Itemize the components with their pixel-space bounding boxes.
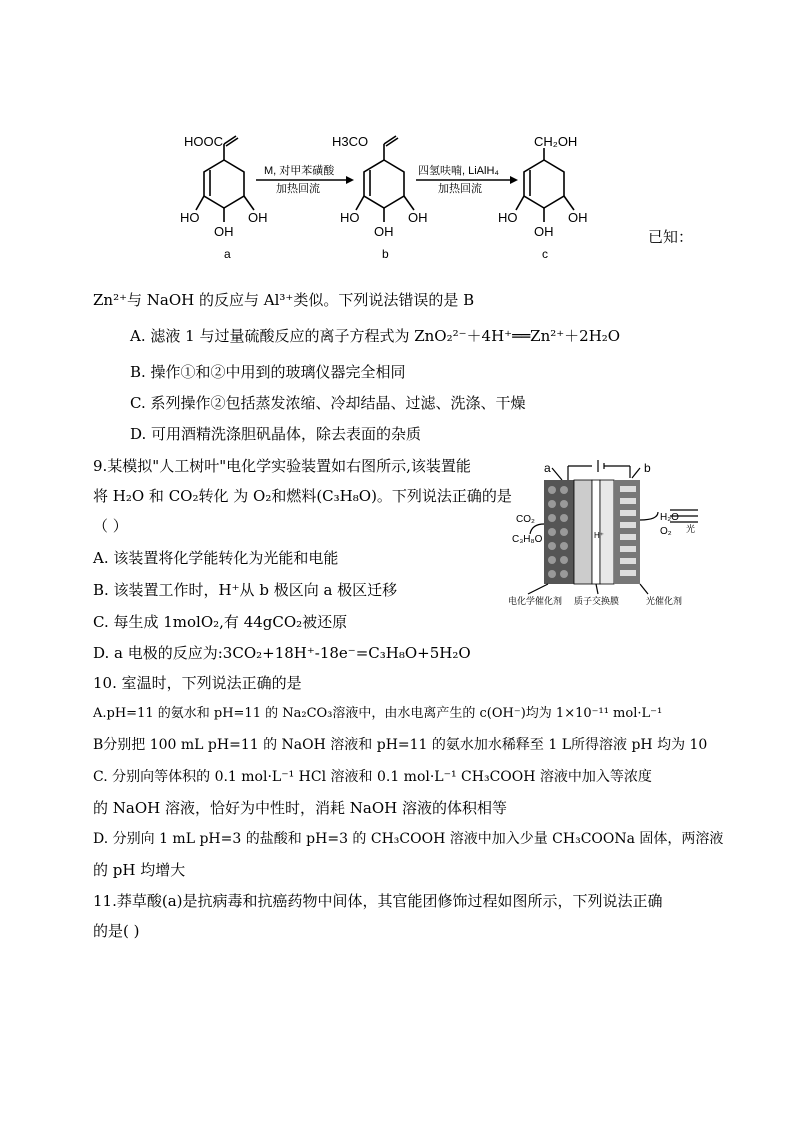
b-ester: H3CO (332, 134, 369, 149)
a-oh-bottom: OH (214, 224, 234, 239)
q9-option-b: B. 该装置工作时，H⁺从 b 极区向 a 极区迁移 (93, 581, 398, 599)
a-oh-right: OH (248, 210, 268, 225)
b-oh-bottom: OH (374, 224, 394, 239)
arrow1-bottom: 加热回流 (276, 183, 320, 195)
q10-option-d-1: D. 分别向 1 mL pH=3 的盐酸和 pH=3 的 CH₃COOH 溶液中加入少量 CH₃COONa 固体，两溶液 (93, 831, 724, 847)
q10-option-a: A.pH=11 的氨水和 pH=11 的 Na₂CO₃溶液中，由水电离产生的 c(OH⁻)均为 1×10⁻¹¹ mol·L⁻¹ (93, 706, 663, 721)
q9-option-d: D. a 电极的反应为:3CO₂+18H⁺-18e⁻=C₃H₈O+5H₂O (93, 644, 471, 662)
label-b: b (382, 247, 389, 261)
electrode-b-label: b (644, 461, 651, 475)
q10-option-c-2: 的 NaOH 溶液，恰好为中性时，消耗 NaOH 溶液的体积相等 (93, 799, 507, 817)
proton-label: H⁺ (594, 531, 604, 540)
c-oh-right: OH (568, 210, 588, 225)
q8-option-c: C. 系列操作②包括蒸发浓缩、冷却结晶、过滤、洗涤、干燥 (130, 394, 526, 412)
artificial-leaf-figure (508, 454, 708, 608)
q10-option-b: B分别把 100 mL pH=11 的 NaOH 溶液和 pH=11 的氨水加水稀释至 1 L所得溶液 pH 均为 10 (93, 737, 708, 753)
label-c: c (542, 247, 548, 261)
q8-option-b: B. 操作①和②中用到的玻璃仪器完全相同 (130, 363, 406, 381)
arrow2-top: 四氢呋喃, LiAlH₄ (418, 165, 499, 177)
arrow2-bottom: 加热回流 (438, 183, 482, 195)
q8-option-d: D. 可用酒精洗涤胆矾晶体，除去表面的杂质 (130, 425, 422, 443)
q11-stem-1: 11.莽草酸(a)是抗病毒和抗癌药物中间体，其官能团修饰过程如图所示，下列说法正确 (93, 892, 663, 910)
c-oh-left: HO (498, 210, 518, 225)
q10-option-c-1: C. 分别向等体积的 0.1 mol·L⁻¹ HCl 溶液和 0.1 mol·L⁻¹ CH₃COOH 溶液中加入等浓度 (93, 769, 652, 785)
cat-right-label: 光催化剂 (646, 596, 683, 606)
q9-stem-1: 9.某模拟"人工树叶"电化学实验装置如右图所示,该装置能 (93, 457, 471, 475)
c3h8o-label: C₃H₈O (512, 534, 543, 545)
q9-option-c: C. 每生成 1molO₂,有 44gCO₂被还原 (93, 613, 348, 631)
cat-left-label: 电化学催化剂 (508, 596, 563, 606)
light-label: 光 (686, 524, 696, 534)
q9-option-a: A. 该装置将化学能转化为光能和电能 (93, 549, 339, 567)
c-oh-bottom: OH (534, 224, 554, 239)
proton-membrane (574, 480, 592, 584)
q10-option-d-2: 的 pH 均增大 (93, 861, 186, 879)
q8-intro: Zn²⁺与 NaOH 的反应与 Al³⁺类似。下列说法错误的是 B (93, 291, 475, 309)
a-oh-left: HO (180, 210, 200, 225)
arrow1-top: M, 对甲苯磺酸 (264, 165, 335, 177)
reaction-scheme (180, 130, 620, 270)
electrode-a-label: a (544, 461, 551, 475)
h2o-label: H₂O (660, 512, 679, 523)
q9-blank: （ ） (93, 517, 128, 535)
membrane-label: 质子交换膜 (574, 596, 620, 606)
q11-stem-2: 的是( ) (93, 922, 140, 940)
a-cooh: HOOC (184, 134, 223, 149)
q9-stem-2: 将 H₂O 和 CO₂转化 为 O₂和燃料(C₃H₈O)。下列说法正确的是 (93, 487, 512, 505)
q8-option-a: A. 滤液 1 与过量硫酸反应的离子方程式为 ZnO₂²⁻＋4H⁺══Zn²⁺＋2H₂O (130, 327, 621, 345)
b-oh-right: OH (408, 210, 428, 225)
photocatalyst (614, 480, 640, 584)
label-a: a (224, 247, 231, 261)
c-ch2oh: CH₂OH (534, 134, 578, 149)
o2-label: O₂ (660, 526, 672, 537)
known-label: 已知： (648, 228, 694, 246)
co2-label: CO₂ (516, 514, 535, 525)
q10-stem: 10. 室温时，下列说法正确的是 (93, 674, 302, 692)
b-oh-left: HO (340, 210, 360, 225)
